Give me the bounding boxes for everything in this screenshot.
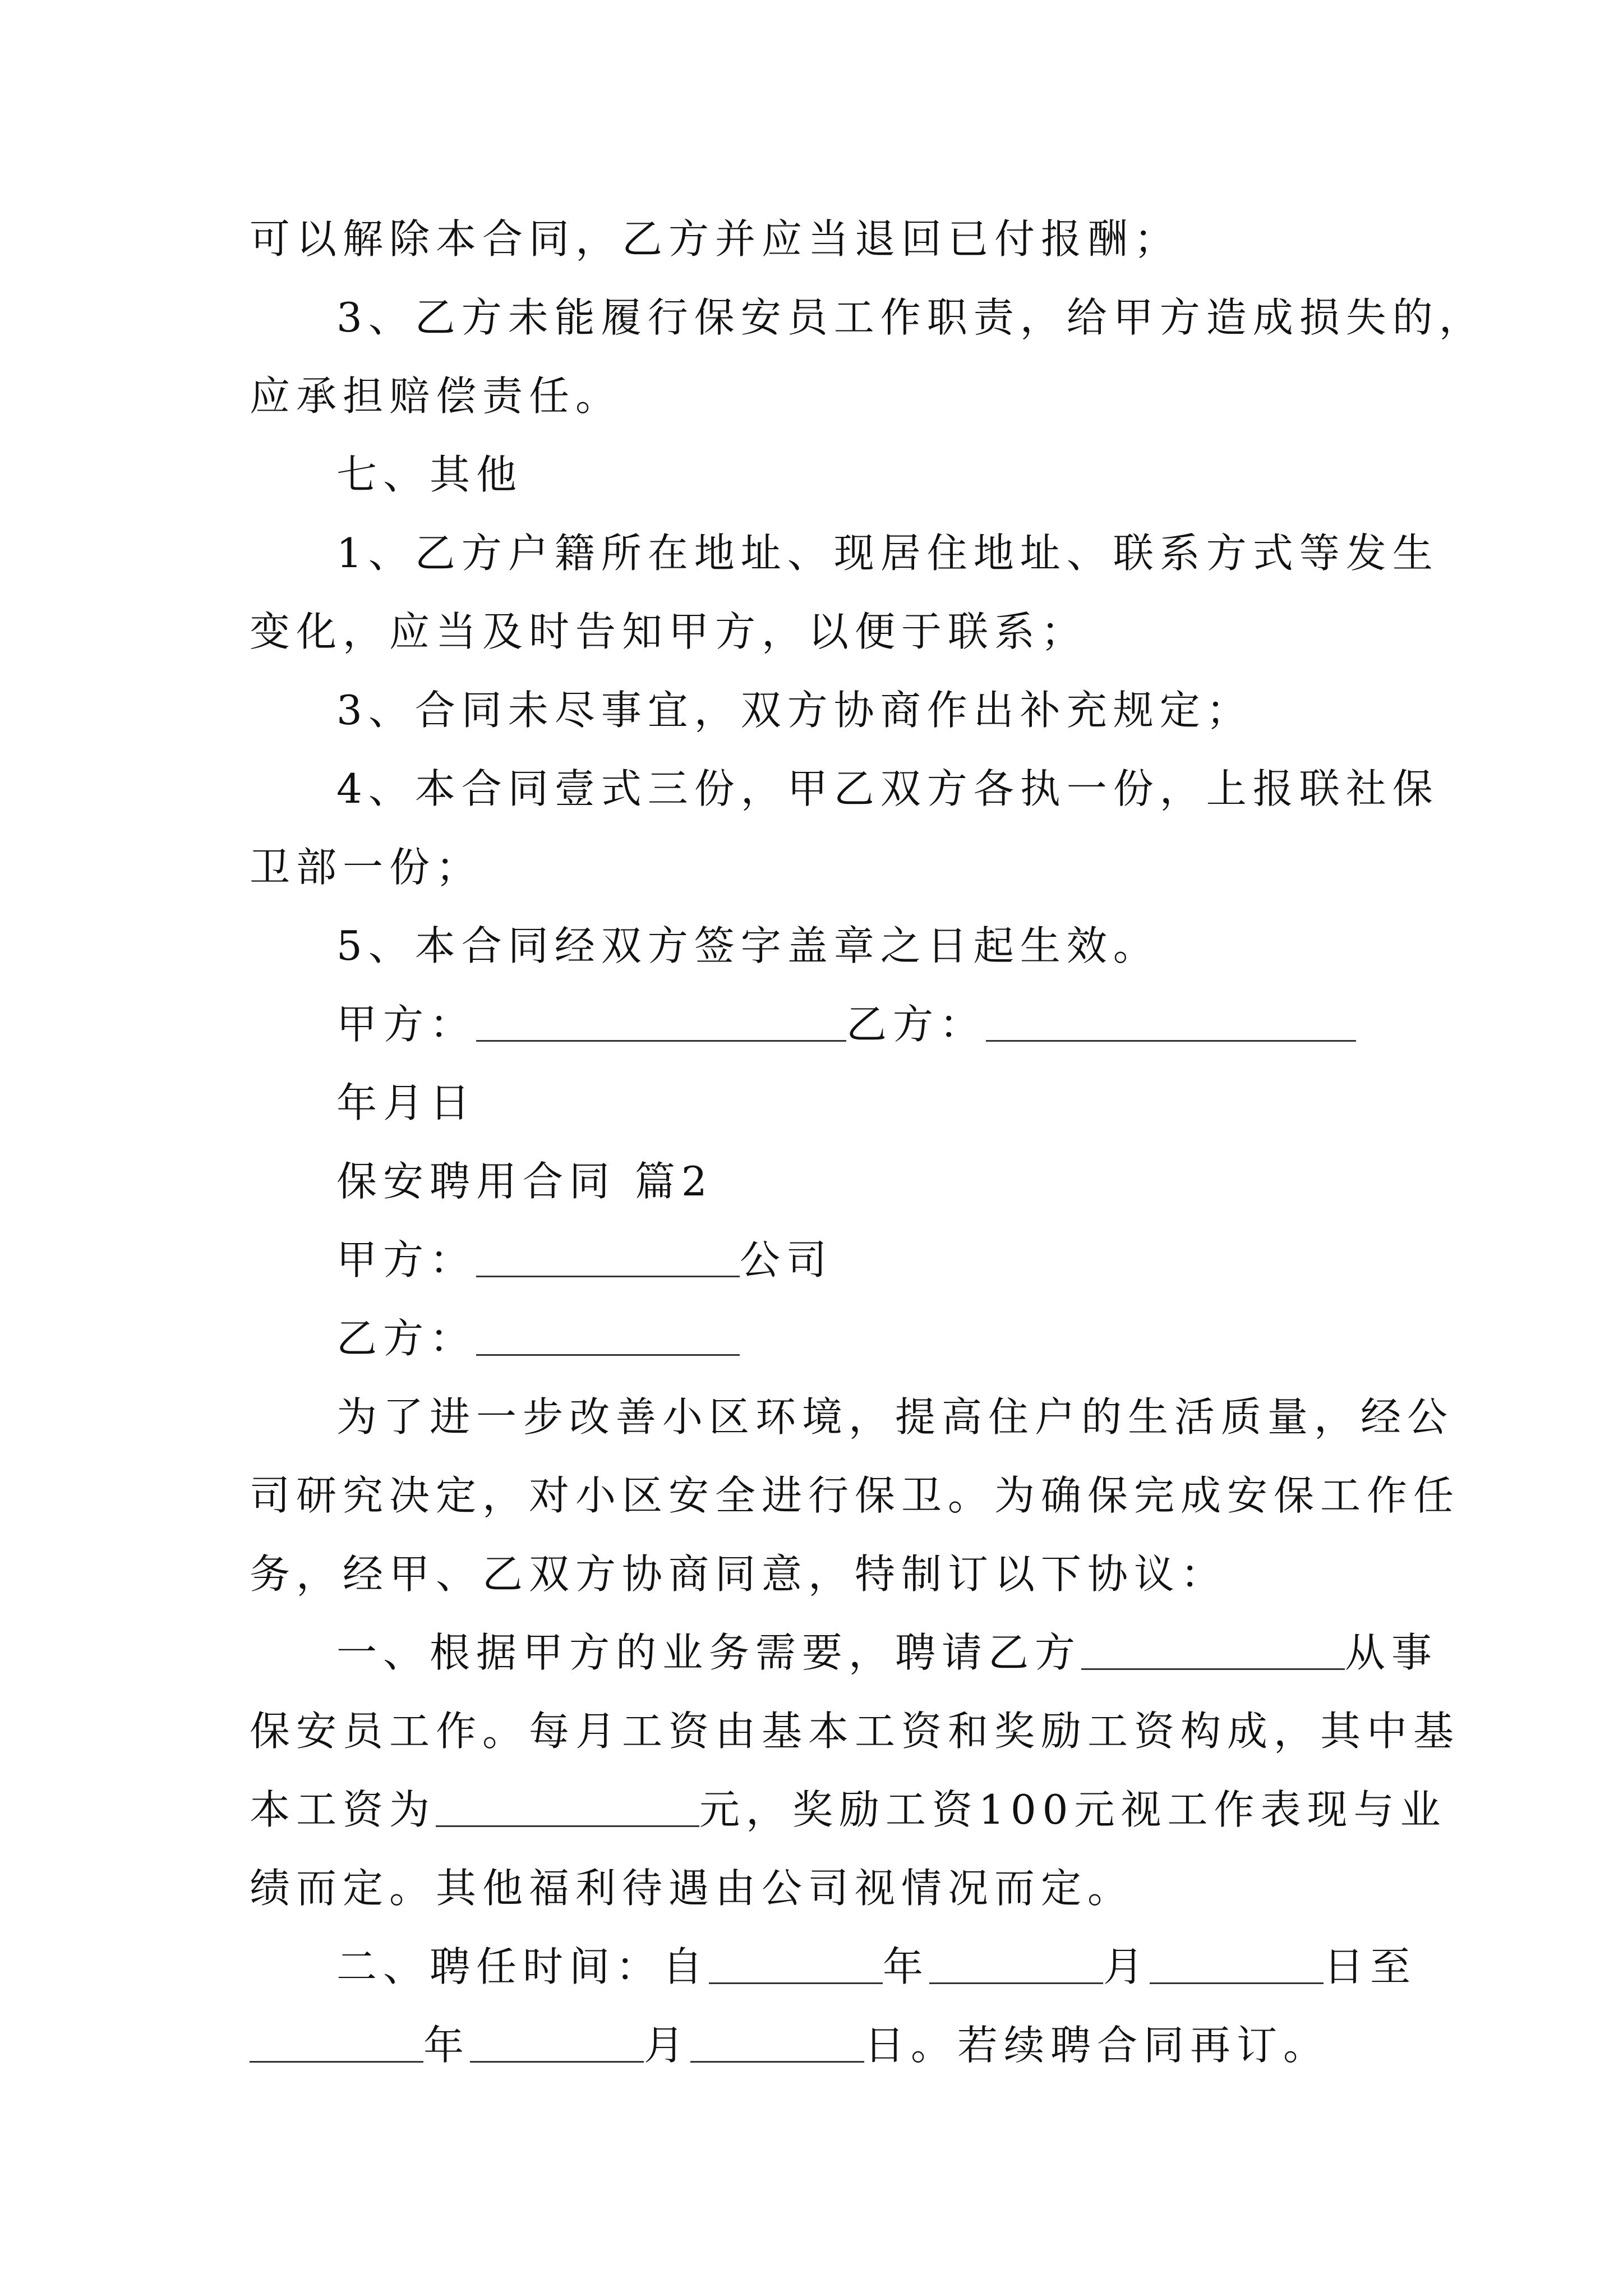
party-a-label: 甲方：	[336, 1236, 477, 1283]
start-year-blank[interactable]	[709, 1949, 883, 1984]
section-heading: 七、其他	[336, 451, 523, 498]
date-line: 年月日	[336, 1079, 477, 1126]
clause2-text: 月	[644, 2022, 691, 2069]
clause1-line	[250, 1786, 1447, 1833]
paragraph-line: 3、合同未尽事宜，双方协商作出补充规定；	[336, 687, 1253, 734]
clause1-line: 保安员工作。每月工资由基本工资和奖励工资构成，其中基	[250, 1708, 1460, 1755]
clause1-line	[336, 1629, 1438, 1676]
intro-line: 为了进一步改善小区环境，提高住户的生活质量，经公	[336, 1393, 1454, 1441]
clause1-text: 从事	[1345, 1629, 1438, 1676]
employee-name-blank[interactable]	[1081, 1635, 1345, 1670]
party-a-signature-blank[interactable]	[476, 1006, 846, 1042]
intro-line: 司研究决定，对小区安全进行保卫。为确保完成安保工作任	[250, 1472, 1460, 1519]
party-a-signature-label: 甲方：	[336, 1001, 477, 1048]
paragraph-line: 可以解除本合同，乙方并应当退回已付报酬；	[250, 215, 1181, 263]
paragraph-line: 3、乙方未能履行保安员工作职责，给甲方造成损失的，	[336, 294, 1486, 341]
party-b-line	[336, 1315, 740, 1362]
clause2-text: 月	[1103, 1943, 1150, 1990]
paragraph-line: 5、本合同经双方签字盖章之日起生效。	[336, 922, 1160, 969]
clause2-text: 日至	[1324, 1943, 1417, 1990]
clause1-line: 绩而定。其他福利待遇由公司视情况而定。	[250, 1865, 1135, 1912]
paragraph-line: 变化，应当及时告知甲方，以便于联系；	[250, 608, 1088, 655]
clause1-text: 本工资为	[250, 1786, 436, 1833]
start-day-blank[interactable]	[1150, 1949, 1324, 1984]
party-b-signature-label: 乙方：	[846, 1001, 986, 1048]
end-month-blank[interactable]	[470, 2027, 644, 2063]
paragraph-line: 卫部一份；	[250, 844, 483, 891]
clause2-text: 年	[883, 1943, 930, 1990]
paragraph-line: 应承担赔偿责任。	[250, 372, 623, 420]
clause2-line	[336, 1943, 1417, 1990]
party-a-blank[interactable]	[476, 1242, 740, 1277]
intro-line: 务，经甲、乙双方协商同意，特制订以下协议：	[250, 1550, 1228, 1598]
party-b-label: 乙方：	[336, 1315, 477, 1362]
signature-line	[336, 1001, 1356, 1048]
clause1-text: 元，奖励工资100元视工作表现与业	[699, 1786, 1447, 1833]
party-a-line	[336, 1236, 833, 1283]
base-salary-blank[interactable]	[436, 1792, 699, 1827]
party-b-signature-blank[interactable]	[986, 1006, 1356, 1042]
clause2-text: 二、聘任时间：自	[336, 1943, 709, 1990]
party-a-suffix: 公司	[740, 1236, 833, 1283]
section-title: 保安聘用合同 篇2	[336, 1158, 713, 1205]
clause2-text: 年	[423, 2022, 471, 2069]
paragraph-line: 1、乙方户籍所在地址、现居住地址、联系方式等发生	[336, 530, 1439, 577]
start-month-blank[interactable]	[929, 1949, 1103, 1984]
clause2-text: 日。若续聘合同再订。	[864, 2022, 1330, 2069]
clause2-line	[250, 2022, 1330, 2069]
end-year-blank[interactable]	[250, 2027, 423, 2063]
end-day-blank[interactable]	[690, 2027, 864, 2063]
party-b-blank[interactable]	[476, 1320, 740, 1356]
clause1-text: 一、根据甲方的业务需要，聘请乙方	[336, 1629, 1082, 1676]
paragraph-line: 4、本合同壹式三份，甲乙双方各执一份，上报联社保	[336, 765, 1439, 812]
